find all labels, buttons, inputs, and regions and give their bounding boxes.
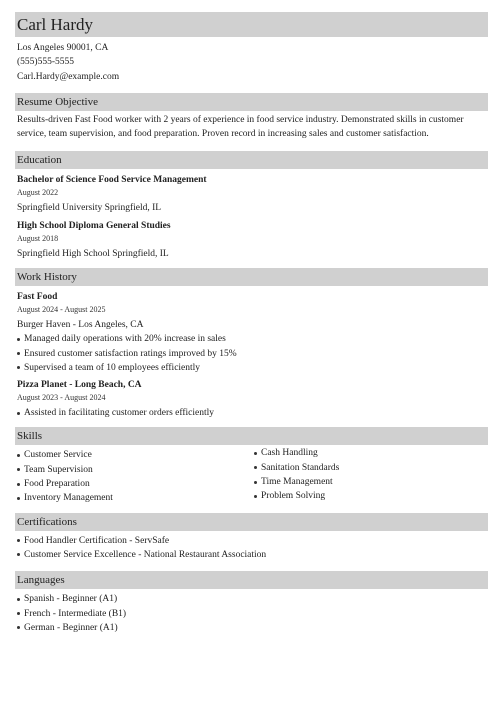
certifications-list [17,534,488,563]
list-item [17,548,488,562]
list-item [254,475,488,489]
list-item [17,592,488,606]
candidate-name: Carl Hardy [17,14,94,34]
section-heading-work-history: Work History [15,268,488,286]
language-text: French - Intermediate (B1) [24,608,127,619]
list-item [17,332,488,346]
education-entry [17,173,488,215]
education-list [17,173,488,261]
degree-title: High School Diploma General Studies [17,220,171,231]
list-item [17,463,254,477]
job-employer: Burger Haven - Los Angeles, CA [17,320,144,331]
degree-date: August 2022 [17,187,59,197]
skill-text: Inventory Management [24,493,113,504]
list-item [17,621,488,635]
list-item [17,491,254,505]
education-entry [17,219,488,261]
contact-email[interactable]: Carl.Hardy@example.com [17,71,120,82]
school-name: Springfield High School Springfield, IL [17,248,169,259]
list-item [17,607,488,621]
skill-text: Customer Service [24,450,92,461]
list-item [17,347,488,361]
list-item [17,406,488,420]
language-text: Spanish - Beginner (A1) [24,594,118,605]
list-item [254,461,488,475]
contact-phone: (555)555-5555 [17,57,74,68]
skills-grid [17,448,488,505]
languages-list [17,592,488,635]
name-header [15,12,488,37]
contact-info [17,41,488,84]
job-date: August 2023 - August 2024 [17,393,106,403]
job-date: August 2024 - August 2025 [17,305,106,315]
bullet-text: Ensured customer satisfaction ratings improved by 15% [24,348,237,359]
skills-column-left [17,448,254,505]
skill-text: Problem Solving [261,491,326,502]
language-text: German - Beginner (A1) [24,622,118,633]
list-item [254,489,488,503]
bullet-text: Managed daily operations with 20% increase in sales [24,334,226,345]
objective-text: Results-driven Fast Food worker with 2 years of experience in food service industry. Demonstrated skills in customer service, team supervision, and food preparation. Proven record in increasing sales and customer satisfaction. [17,115,464,140]
bullet-text: Assisted in facilitating customer orders efficiently [24,408,215,419]
list-item [17,477,254,491]
list-item [17,361,488,375]
degree-title: Bachelor of Science Food Service Management [17,174,207,185]
list-item [254,446,488,460]
bullet-text: Supervised a team of 10 employees efficiently [24,362,201,373]
skill-text: Sanitation Standards [261,462,340,473]
skill-text: Team Supervision [24,464,93,475]
section-heading-objective: Resume Objective [15,93,488,111]
job-bullets [17,332,488,375]
list-item [17,534,488,548]
school-name: Springfield University Springfield, IL [17,202,162,213]
section-heading-languages: Languages [15,571,488,589]
job-title: Fast Food [17,292,58,303]
section-heading-education: Education [15,151,488,169]
job-entry [17,290,488,375]
work-history-list [17,290,488,420]
certification-text: Customer Service Excellence - National Restaurant Association [24,549,267,560]
job-entry [17,378,488,420]
certification-text: Food Handler Certification - ServSafe [24,535,170,546]
section-heading-certifications: Certifications [15,513,488,531]
skill-text: Food Preparation [24,479,90,490]
job-title: Pizza Planet - Long Beach, CA [17,380,142,391]
skills-column-right [254,446,488,505]
section-heading-skills: Skills [15,427,488,445]
list-item [17,448,254,462]
skill-text: Cash Handling [261,448,318,459]
job-bullets [17,406,488,420]
degree-date: August 2018 [17,233,59,243]
contact-address: Los Angeles 90001, CA [17,43,109,53]
skill-text: Time Management [261,477,333,488]
